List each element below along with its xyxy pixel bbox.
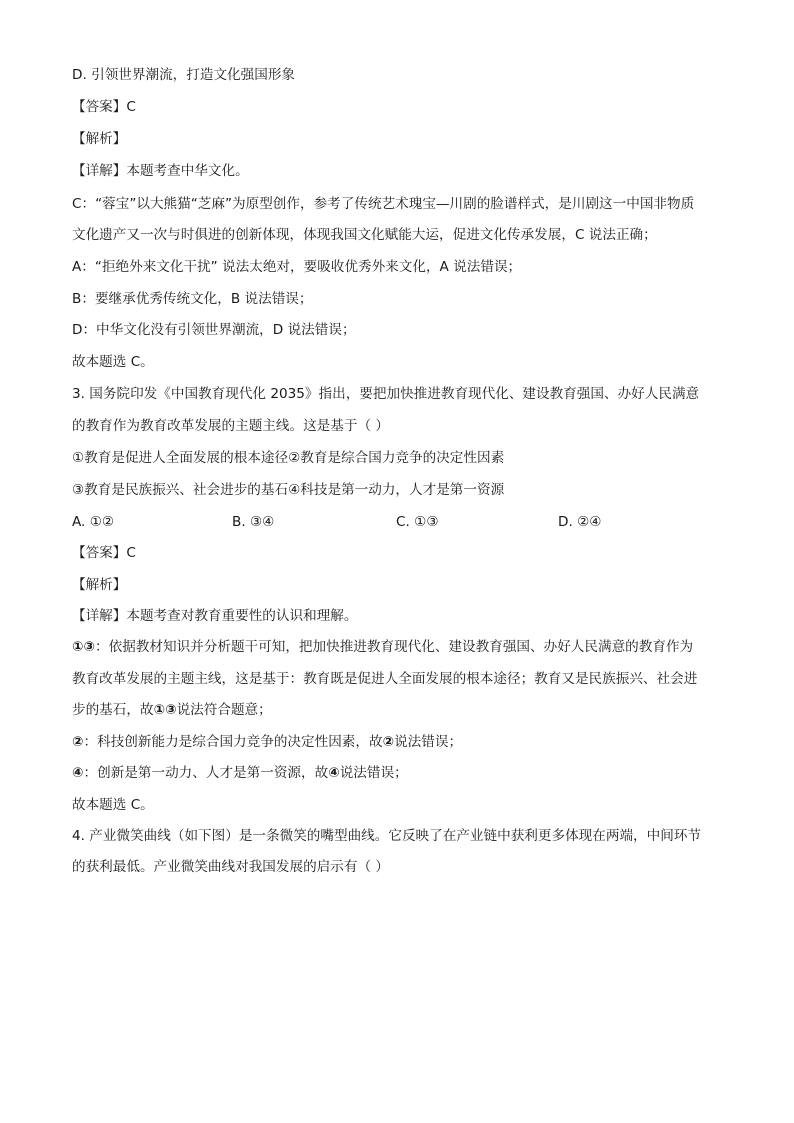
q3-conclusion: 故本题选 C。 bbox=[72, 797, 154, 813]
q3-mark-13: ①③ bbox=[72, 639, 96, 655]
q3-mark-4: ④ bbox=[72, 765, 84, 781]
q3-explanation-13-line1: ①③：依据教材知识并分析题干可知，把加快推进教育现代化、建设教育强国、办好人民满意的教育作为 bbox=[72, 639, 694, 655]
q3-answer: 【答案】C bbox=[72, 545, 136, 561]
q3-options bbox=[72, 513, 732, 531]
q2-explanation-c-line1: C：“蓉宝”以大熊猫“芝麻”为原型创作，参考了传统艺术瑰宝—川剧的脸谱样式，是川剧这一中国非物质 bbox=[72, 196, 695, 212]
q3-explanation-13-line3: 步的基石，故①③说法符合题意； bbox=[72, 702, 272, 718]
q2-explanation-d: D：中华文化没有引领世界潮流，D 说法错误； bbox=[72, 322, 356, 338]
q2-explanation-a: A：“拒绝外来文化干扰” 说法太绝对，要吸收优秀外来文化，A 说法错误； bbox=[72, 259, 522, 275]
q3-option-a: A. ①② bbox=[72, 514, 115, 530]
q2-detail: 【详解】本题考查中华文化。 bbox=[72, 163, 249, 179]
q3-option-d: D. ②④ bbox=[558, 514, 602, 530]
q4-stem-line1: 4. 产业微笑曲线（如下图）是一条微笑的嘴型曲线。它反映了在产业链中获利更多体现在两端，中间环节 bbox=[72, 828, 702, 844]
q3-option-b: B. ③④ bbox=[232, 514, 275, 530]
q3-mark-13-inline: ①③ bbox=[153, 702, 177, 718]
q3-analysis-heading: 【解析】 bbox=[72, 577, 127, 593]
q4-stem-line2: 的获利最低。产业微笑曲线对我国发展的启示有（ ） bbox=[72, 859, 389, 875]
q3-mark-2-inline: ② bbox=[382, 734, 395, 750]
q3-explanation-2: ②：科技创新能力是综合国力竞争的决定性因素，故②说法错误； bbox=[72, 734, 463, 750]
q3-stem-line2: 的教育作为教育改革发展的主题主线。这是基于（ ） bbox=[72, 418, 389, 434]
q3-mark-4-inline: ④ bbox=[328, 765, 340, 781]
q3-explanation-13-line2: 教育改革发展的主题主线，这是基于：教育既是促进人全面发展的根本途径；教育又是民族振兴、社会进 bbox=[72, 671, 698, 687]
q2-explanation-b: B：要继承优秀传统文化，B 说法错误； bbox=[72, 291, 313, 307]
q3-statements-1-2: ①教育是促进人全面发展的根本途径②教育是综合国力竞争的决定性因素 bbox=[72, 450, 505, 466]
q3-statements-3-4: ③教育是民族振兴、社会进步的基石④科技是第一动力，人才是第一资源 bbox=[72, 482, 505, 498]
q2-option-d: D. 引领世界潮流，打造文化强国形象 bbox=[72, 67, 296, 83]
q3-detail: 【详解】本题考查对教育重要性的认识和理解。 bbox=[72, 608, 358, 624]
q3-mark-2: ② bbox=[72, 734, 84, 750]
q2-analysis-heading: 【解析】 bbox=[72, 131, 127, 147]
q3-stem-line1: 3. 国务院印发《中国教育现代化 2035》指出，要把加快推进教育现代化、建设教育强国、办好人民满意 bbox=[72, 386, 700, 402]
q2-conclusion: 故本题选 C。 bbox=[72, 354, 154, 370]
q3-option-c: C. ①③ bbox=[396, 514, 439, 530]
q2-explanation-c-line2: 文化遗产又一次与时俱进的创新体现，体现我国文化赋能大运，促进文化传承发展，C 说法正确； bbox=[72, 227, 657, 243]
q3-explanation-4: ④：创新是第一动力、人才是第一资源，故④说法错误； bbox=[72, 765, 408, 781]
q2-answer: 【答案】C bbox=[72, 99, 136, 115]
